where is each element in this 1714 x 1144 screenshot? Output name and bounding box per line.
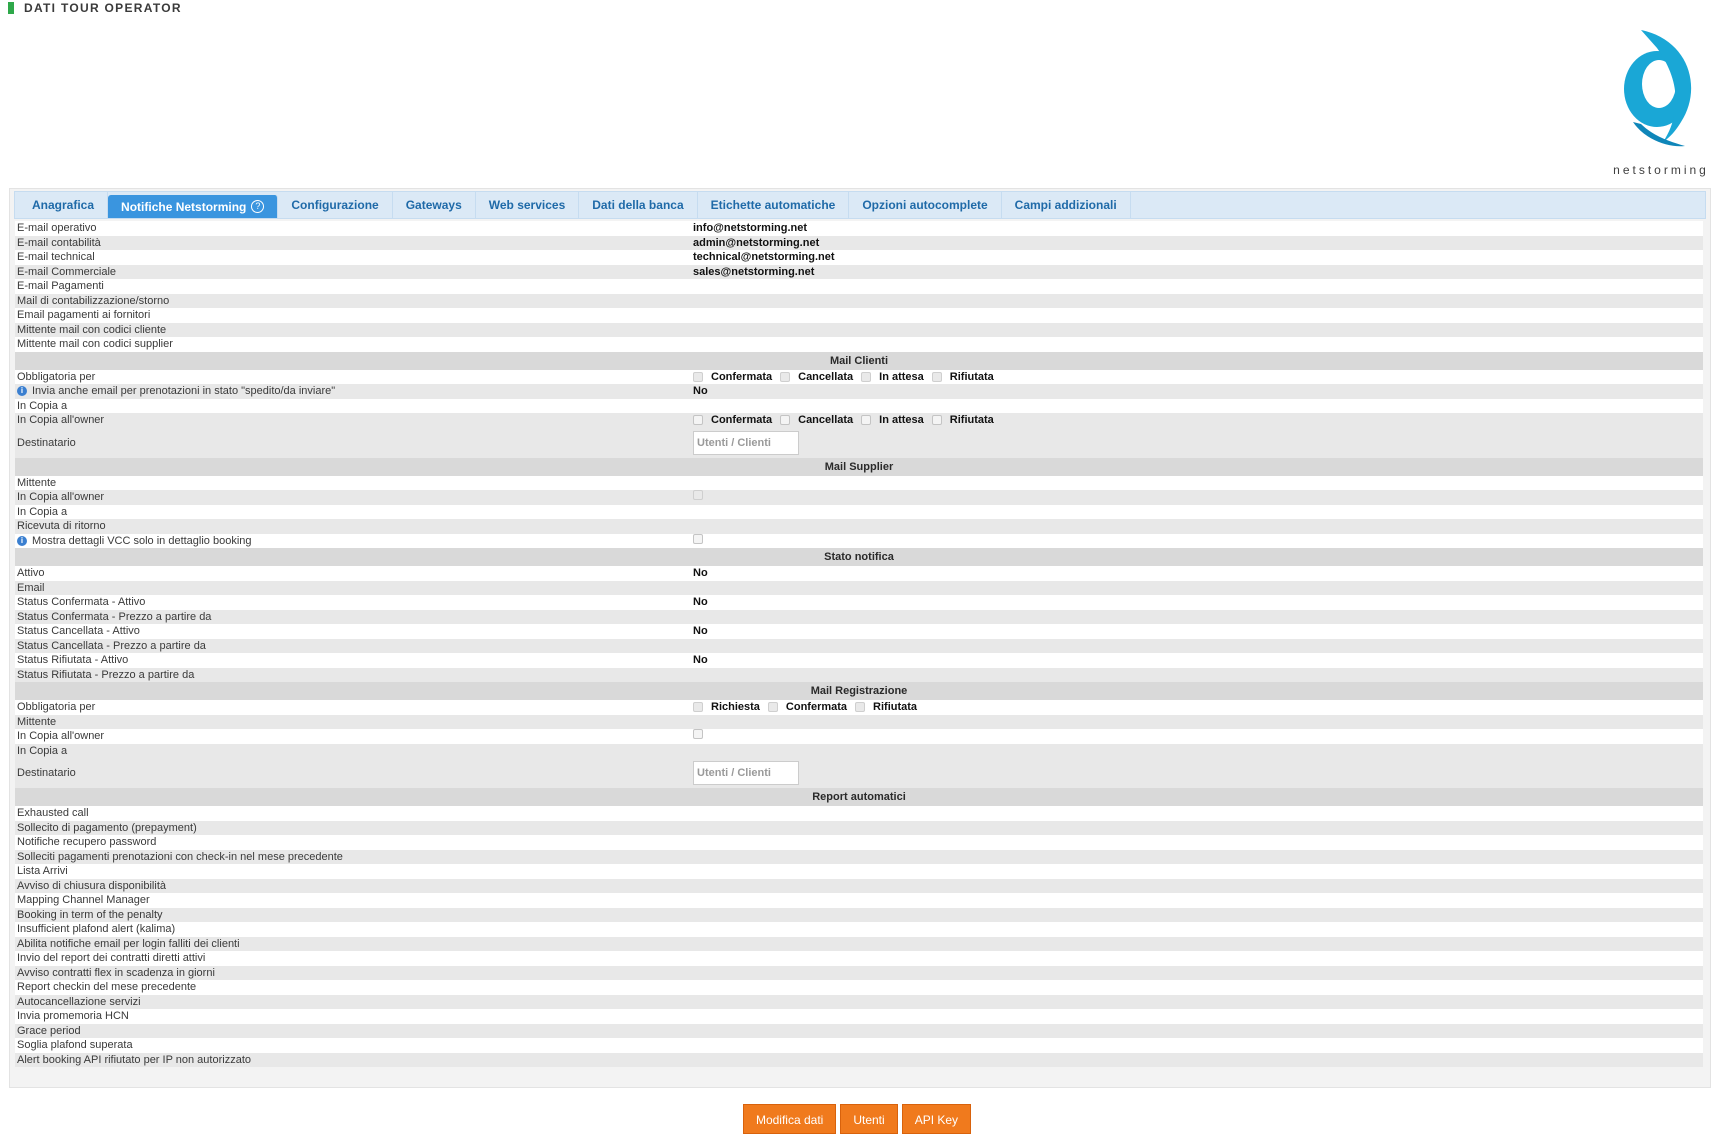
option-label: Confermata: [711, 370, 773, 383]
destinatario-row: [15, 758, 1703, 788]
option-label: Rifiutata: [873, 701, 918, 713]
stato-row: [15, 595, 1703, 610]
tab-campi-addizionali[interactable]: [1002, 192, 1131, 218]
field-label: Destinatario: [17, 436, 76, 449]
destinatario-input[interactable]: Utenti / Clienti: [693, 761, 799, 785]
stato-row: [15, 624, 1703, 639]
netstorming-logo: [1608, 26, 1714, 186]
report-row: [15, 893, 1703, 908]
utenti-button[interactable]: Utenti: [840, 1104, 897, 1134]
report-row: [15, 995, 1703, 1010]
field-label: Notifiche recupero password: [17, 836, 157, 848]
tab-label: Dati della banca: [592, 198, 684, 212]
tab-label: Web services: [488, 198, 566, 212]
stato-row: [15, 668, 1703, 683]
field-value: technical@netstorming.net: [693, 251, 835, 263]
field-label: E-mail Commerciale: [17, 265, 117, 278]
option-label: Confermata: [711, 414, 773, 426]
stato-row: [15, 639, 1703, 654]
tab-configurazione[interactable]: [278, 192, 392, 218]
field-label: Sollecito di pagamento (prepayment): [17, 821, 197, 834]
field-label: E-mail operativo: [17, 222, 97, 234]
field-label: Status Rifiutata - Attivo: [17, 654, 129, 666]
tab-web-services[interactable]: [476, 192, 580, 218]
report-row: [15, 1038, 1703, 1053]
field-label: Email pagamenti ai fornitori: [17, 309, 151, 321]
api-key-button[interactable]: API Key: [902, 1104, 971, 1134]
report-row: [15, 1053, 1703, 1068]
vcc-label: Mostra dettagli VCC solo in dettaglio booking: [32, 534, 252, 547]
checkbox-confermata[interactable]: [693, 372, 703, 382]
obbligatoria-options: [693, 700, 925, 715]
tab-label: Configurazione: [291, 198, 379, 212]
field-label: In Copia all'owner: [17, 730, 105, 742]
destinatario-field-wrap: [693, 428, 799, 458]
field-value: info@netstorming.net: [693, 222, 807, 234]
copia-owner-row: [15, 413, 1703, 428]
field-value: admin@netstorming.net: [693, 236, 820, 249]
field-label: [17, 384, 335, 399]
field-value: sales@netstorming.net: [693, 265, 815, 278]
copia-owner-row: [15, 729, 1703, 744]
field-label: In Copia all'owner: [17, 414, 105, 426]
help-icon[interactable]: ?: [251, 200, 264, 213]
tab-dati-della-banca[interactable]: [579, 192, 697, 218]
email-row: [15, 279, 1703, 294]
field-label: Email: [17, 581, 45, 594]
field-label: Mittente mail con codici cliente: [17, 323, 167, 336]
field-label: Invio del report dei contratti diretti attivi: [17, 952, 206, 964]
field-label: Status Confermata - Prezzo a partire da: [17, 610, 212, 623]
stato-row: [15, 610, 1703, 625]
field-value: No: [693, 625, 708, 637]
report-row: [15, 1009, 1703, 1024]
checkbox-rifiutata[interactable]: [855, 702, 865, 712]
report-row: [15, 850, 1703, 865]
report-row: [15, 922, 1703, 937]
obbligatoria-options: [693, 370, 1002, 385]
netstorming-logo-icon: [1619, 26, 1703, 152]
field-value: No: [693, 385, 708, 397]
tab-gateways[interactable]: [393, 192, 476, 218]
obbligatoria-row: [15, 370, 1703, 385]
field-value: No: [693, 567, 708, 579]
field-label: Abilita notifiche email per login falliti dei clienti: [17, 937, 240, 950]
field-label: Exhausted call: [17, 807, 89, 819]
field-label: E-mail Pagamenti: [17, 280, 104, 292]
invia-row: [15, 384, 1703, 399]
tab-label: Etichette automatiche: [710, 198, 836, 212]
field-label: Mail di contabilizzazione/storno: [17, 294, 170, 307]
action-buttons: [0, 1104, 1714, 1134]
logo-text: netstorming: [1613, 163, 1709, 177]
tab-label: Notifiche Netstorming: [121, 199, 247, 214]
tab-label: Gateways: [405, 198, 462, 212]
checkbox-rifiutata[interactable]: [932, 415, 942, 425]
email-row: [15, 236, 1703, 251]
field-value: No: [693, 654, 708, 666]
email-row: [15, 337, 1703, 352]
field-label: Status Cancellata - Attivo: [17, 625, 140, 637]
copia-row: [15, 744, 1703, 759]
field-label: Destinatario: [17, 767, 76, 779]
section-mail-supplier: Mail Supplier: [15, 458, 1703, 476]
email-row: [15, 308, 1703, 323]
field-label: [17, 534, 252, 549]
field-label: Mittente: [17, 476, 57, 489]
field-label: Mapping Channel Manager: [17, 894, 150, 906]
field-label: E-mail technical: [17, 251, 95, 263]
field-label: Alert booking API rifiutato per IP non autorizzato: [17, 1053, 251, 1066]
field-label: Obbligatoria per: [17, 370, 96, 383]
vcc-row: [15, 534, 1703, 549]
section-mail-registrazione: Mail Registrazione: [15, 682, 1703, 700]
tab-opzioni-autocomplete[interactable]: [849, 192, 1001, 218]
stato-row: [15, 566, 1703, 581]
mittente-row: [15, 476, 1703, 491]
report-row: [15, 908, 1703, 923]
field-label: Obbligatoria per: [17, 701, 96, 713]
report-row: [15, 821, 1703, 836]
field-label: E-mail contabilità: [17, 236, 101, 249]
tab-notifiche-netstorming[interactable]: [108, 195, 278, 218]
report-row: [15, 879, 1703, 894]
field-label: Insufficient plafond alert (kalima): [17, 923, 176, 935]
field-label: Status Rifiutata - Prezzo a partire da: [17, 668, 195, 681]
section-mail-clienti: Mail Clienti: [15, 352, 1703, 370]
stato-row: [15, 581, 1703, 596]
email-row: [15, 323, 1703, 338]
option-label: Richiesta: [711, 701, 760, 713]
field-label: Booking in term of the penalty: [17, 908, 163, 921]
field-label: Solleciti pagamenti prenotazioni con check-in nel mese precedente: [17, 850, 343, 863]
field-label: Mittente: [17, 715, 57, 728]
report-row: [15, 966, 1703, 981]
email-row: [15, 250, 1703, 265]
option-label: Cancellata: [798, 370, 854, 383]
checkbox-confermata[interactable]: [768, 702, 778, 712]
option-label: Cancellata: [798, 414, 854, 426]
field-label: Grace period: [17, 1024, 81, 1037]
report-row: [15, 980, 1703, 995]
email-row: [15, 265, 1703, 280]
field-label: Mittente mail con codici supplier: [17, 338, 173, 350]
copia-owner-checkbox-wrap: [693, 490, 711, 500]
field-label: Ricevuta di ritorno: [17, 520, 106, 532]
stato-row: [15, 653, 1703, 668]
field-label: In Copia a: [17, 744, 68, 757]
option-label: Rifiutata: [949, 370, 994, 383]
report-row: [15, 864, 1703, 879]
checkbox-cancellata[interactable]: [780, 415, 790, 425]
option-label: In attesa: [879, 414, 924, 426]
section-stato-notifica: Stato notifica: [15, 548, 1703, 566]
vcc-checkbox-wrap: [693, 534, 711, 544]
email-row: [15, 221, 1703, 236]
checkbox-vcc[interactable]: [693, 534, 703, 544]
field-label: In Copia a: [17, 505, 68, 518]
copia-row: [15, 505, 1703, 520]
destinatario-input[interactable]: Utenti / Clienti: [693, 431, 799, 455]
option-label: Rifiutata: [949, 414, 994, 426]
page-header: [8, 0, 182, 16]
page-title: DATI TOUR OPERATOR: [24, 1, 182, 15]
field-label: Soglia plafond superata: [17, 1039, 133, 1051]
report-row: [15, 806, 1703, 821]
report-row: [15, 951, 1703, 966]
field-label: Autocancellazione servizi: [17, 995, 141, 1008]
copia-owner-checkbox-wrap: [693, 729, 711, 739]
title-marker: [8, 2, 14, 14]
mittente-row: [15, 715, 1703, 730]
checkbox-in-attesa[interactable]: [861, 415, 871, 425]
obbligatoria-row: [15, 700, 1703, 715]
destinatario-field-wrap: [693, 758, 799, 788]
checkbox-rifiutata[interactable]: [932, 372, 942, 382]
option-label: Confermata: [785, 701, 848, 713]
field-label: Avviso contratti flex in scadenza in giorni: [17, 966, 215, 979]
checkbox-copia-owner[interactable]: [693, 729, 703, 739]
tab-label: Anagrafica: [32, 198, 95, 212]
tab-anagrafica[interactable]: [19, 192, 108, 218]
report-row: [15, 937, 1703, 952]
field-label: Attivo: [17, 567, 45, 579]
info-icon[interactable]: i: [17, 536, 27, 546]
field-label: Status Confermata - Attivo: [17, 596, 146, 608]
field-label: Status Cancellata - Prezzo a partire da: [17, 639, 206, 652]
tab-label: Opzioni autocomplete: [862, 198, 988, 212]
field-label: In Copia a: [17, 399, 68, 412]
field-label: Avviso di chiusura disponibilità: [17, 879, 166, 892]
info-icon[interactable]: i: [17, 386, 27, 396]
checkbox-cancellata[interactable]: [780, 372, 790, 382]
section-report-automatici: Report automatici: [15, 788, 1703, 806]
field-value: No: [693, 596, 708, 608]
option-label: In attesa: [879, 370, 924, 383]
invia-label: Invia anche email per prenotazioni in stato "spedito/da inviare": [32, 385, 336, 397]
copia-row: [15, 399, 1703, 414]
copia-owner-row: [15, 490, 1703, 505]
modifica-dati-button[interactable]: Modifica dati: [743, 1104, 836, 1134]
checkbox-copia-owner[interactable]: [693, 490, 703, 500]
tab-label: Campi addizionali: [1014, 198, 1117, 212]
destinatario-row: [15, 428, 1703, 458]
checkbox-confermata[interactable]: [693, 415, 703, 425]
ricevuta-row: [15, 519, 1703, 534]
field-label: Report checkin del mese precedente: [17, 981, 197, 993]
checkbox-in-attesa[interactable]: [861, 372, 871, 382]
checkbox-richiesta[interactable]: [693, 702, 703, 712]
field-label: Invia promemoria HCN: [17, 1010, 129, 1022]
report-row: [15, 835, 1703, 850]
field-label: Lista Arrivi: [17, 865, 68, 877]
field-label: In Copia all'owner: [17, 491, 105, 503]
report-row: [15, 1024, 1703, 1039]
tab-bar: [14, 191, 1706, 219]
notifiche-form: [15, 221, 1703, 1067]
copia-owner-options: [693, 413, 1002, 428]
email-row: [15, 294, 1703, 309]
tab-etichette-automatiche[interactable]: [698, 192, 850, 218]
